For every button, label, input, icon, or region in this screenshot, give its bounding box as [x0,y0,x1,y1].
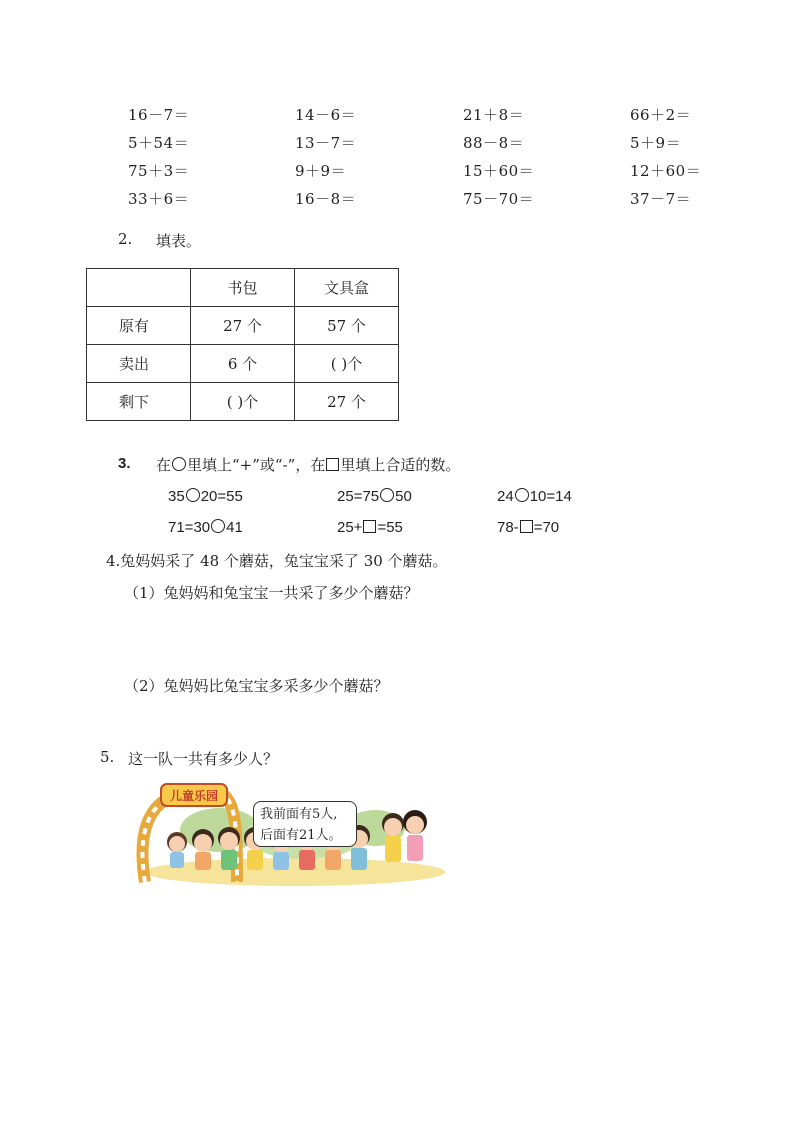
answer-blank-cell[interactable]: ( )个 [295,345,399,383]
row-label: 卖出 [87,345,191,383]
answer-blank-cell[interactable]: ( )个 [191,383,295,421]
circle-blank[interactable] [186,488,200,502]
table-row [87,307,399,345]
q3-item [168,488,243,505]
gate-sign-text: 儿童乐园 [169,789,219,803]
table-row [87,345,399,383]
circle-blank[interactable] [211,519,225,533]
table-row [87,383,399,421]
bubble-line: 我前面有5人, [260,807,338,822]
row-label: 原有 [87,307,191,345]
q3-text-c: 里填上合适的数。 [340,456,461,474]
q3-item-left: 35 [168,488,185,505]
q3-number: 3. [118,455,131,472]
q3-item-left: 25+ [337,519,363,536]
q3-item-left: 71=30 [168,519,211,536]
q3-item [497,488,572,505]
bubble-line: 后面有21人。 [260,828,342,843]
equation: 12＋60＝ [630,162,702,180]
equation: 5＋54＝ [128,134,190,152]
q3-item [168,519,243,536]
table-header: 书包 [191,269,295,307]
q3-item [497,519,559,536]
q3-item-right: 50 [395,488,412,505]
equation: 75－70＝ [463,190,535,208]
equation: 16－7＝ [128,106,190,124]
q3-item-left: 24 [497,488,514,505]
q3-instruction [156,454,460,475]
speech-bubble [253,801,357,847]
equation: 9＋9＝ [295,162,347,180]
q4-stem: 4.兔妈妈采了 48 个蘑菇，兔宝宝采了 30 个蘑菇。 [106,552,448,570]
q4-sub1: （1）兔妈妈和兔宝宝一共采了多少个蘑菇？ [124,584,419,602]
equation: 33＋6＝ [128,190,190,208]
q3-item-left: 25=75 [337,488,380,505]
table-cell: 6 个 [191,345,295,383]
q2-number: 2. [118,230,133,248]
q4-sub2: （2）兔妈妈比兔宝宝多采多少个蘑菇？ [124,677,389,695]
equation: 21＋8＝ [463,106,525,124]
q5-text: 这一队一共有多少人？ [128,750,279,768]
q3-item-right: 41 [226,519,243,536]
equation: 88－8＝ [463,134,525,152]
q3-item [337,488,412,505]
row-label: 剩下 [87,383,191,421]
equation: 37－7＝ [630,190,692,208]
q3-item-right: =70 [533,519,560,536]
equation: 16－8＝ [295,190,357,208]
fill-table [86,268,399,421]
equation: 66＋2＝ [630,106,692,124]
table-header-row [87,269,399,307]
q3-item-right: 20=55 [200,488,243,505]
square-blank[interactable] [363,520,376,533]
table-cell: 57 个 [295,307,399,345]
q3-item-left: 78- [497,519,519,536]
square-icon [326,458,339,471]
circle-blank[interactable] [515,488,529,502]
table-cell: 27 个 [295,383,399,421]
equation: 15＋60＝ [463,162,535,180]
table-cell: 27 个 [191,307,295,345]
q3-text-a: 在 [156,456,172,474]
table-header: 文具盒 [295,269,399,307]
q3-item-right: =55 [377,519,403,536]
q5-number: 5. [100,748,115,766]
q3-item-right: 10=14 [529,488,572,505]
q3-item [337,519,403,536]
equation: 13－7＝ [295,134,357,152]
table-cell [87,269,191,307]
q3-text-b: 里填上“+”或“-”，在 [187,456,326,474]
equation: 5＋9＝ [630,134,682,152]
circle-blank[interactable] [380,488,394,502]
q2-title: 填表。 [156,232,202,250]
square-blank[interactable] [520,520,533,533]
equation: 14－6＝ [295,106,357,124]
circle-icon [172,457,186,471]
equation: 75＋3＝ [128,162,190,180]
